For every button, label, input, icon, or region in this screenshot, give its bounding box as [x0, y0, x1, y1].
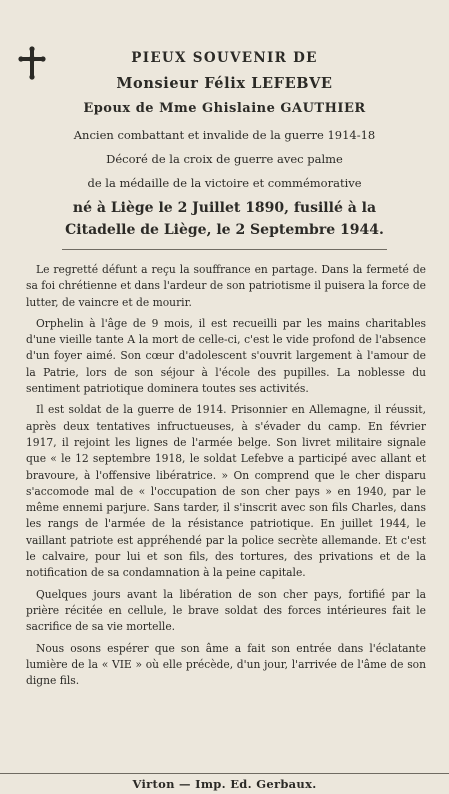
spouse-line: Epoux de Mme Ghislaine GAUTHIER	[83, 101, 366, 116]
decoration-line: Décoré de la croix de guerre avec palme	[106, 152, 343, 166]
medal-line: de la médaille de la victoire et commémorative	[87, 176, 362, 190]
printer-credit: Virton — Imp. Ed. Gerbaux.	[132, 777, 317, 791]
veteran-line: Ancien combattant et invalide de la guerre 1914-18	[73, 128, 376, 142]
deceased-name: Monsieur Félix LEFEBVE	[116, 75, 333, 92]
birth-line: né à Liège le 2 Juillet 1890, fusillé à la	[72, 200, 377, 216]
footer-divider	[0, 773, 449, 774]
paragraph: Quelques jours avant la libération de son cher pays, fortifié par la prière récitée en cellule, le brave soldat des forces intérieures fait le sacrifice de sa vie mortelle.	[26, 587, 426, 634]
heading-pieux-souvenir: PIEUX SOUVENIR DE	[131, 50, 318, 66]
paragraph: Le regretté défunt a reçu la souffrance en partage. Dans la fermeté de sa foi chrétienne et dans l'ardeur de son patriotisme il puisera la force de lutter, de vaincre et de mourir.	[26, 263, 426, 309]
biography-text	[26, 262, 426, 694]
paragraph: Il est soldat de la guerre de 1914. Prisonnier en Allemagne, il réussit, après deux tentatives infructueuses, à s'évader du camp. En février 1917, il rejoint les lignes de l'armée belge. Son livret militaire signale que « le 12 septembre 1918, le soldat Lefebve a participé avec allant et bravoure, à l'offensive libératrice. » On comprend que le cher disparu s'accomode mal de « l'occupation de son cher pays » en 1940, par le même ennemi parjure. Sans tarder, il s'inscrit avec son fils Charles, dans les rangs de l'armée de la résistance patriotique. En juillet 1944, le vaillant patriote est appréhendé par la police secrète allemande. Et c'est le calvaire, pour lui et son fils, des tortures, des privations et de la notification de sa condamnation à la peine capitale.	[26, 403, 426, 580]
paragraph: Orphelin à l'âge de 9 mois, il est recueilli par les mains charitables d'une vieille tante A la mort de celle-ci, c'est le vide profond de l'absence d'un foyer aimé. Son cœur d'adolescent s'ouvrit largement à l'amour de la Patrie, lors de son séjour à l'école des pupilles. La noblesse du sentiment patriotique dominera toutes ses activités.	[26, 316, 426, 396]
header-divider	[62, 249, 387, 250]
death-line: Citadelle de Liège, le 2 Septembre 1944.	[65, 222, 384, 238]
paragraph: Nous osons espérer que son âme a fait son entrée dans l'éclatante lumière de la « VIE » où elle précède, d'un jour, l'arrivée de l'âme de son digne fils.	[26, 641, 426, 688]
